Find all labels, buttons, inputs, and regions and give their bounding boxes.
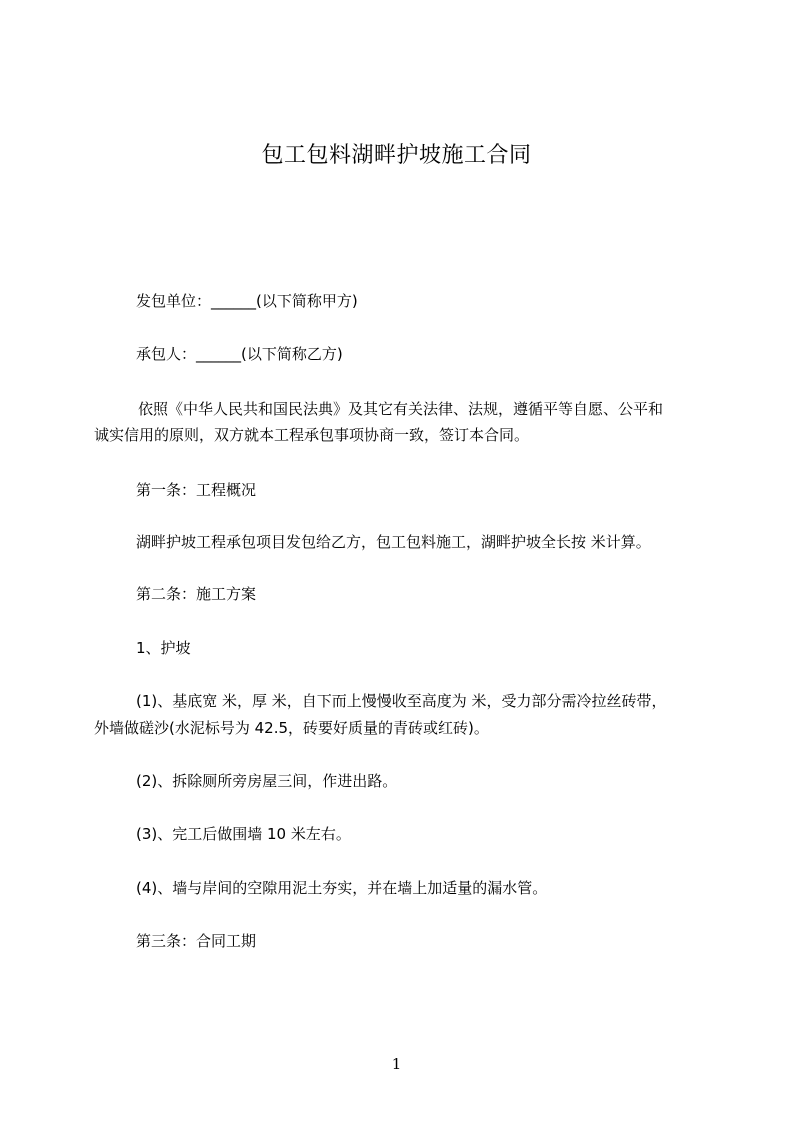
- article-2-heading: 第二条：施工方案: [136, 585, 257, 603]
- intro-line-1: 依照《中华人民共和国民法典》及其它有关法律、法规，遵循平等自愿、公平和: [138, 400, 664, 418]
- subitem-4: (4)、墙与岸间的空隙用泥土夯实，并在墙上加适量的漏水管。: [136, 879, 548, 897]
- article-3-heading: 第三条：合同工期: [136, 932, 257, 950]
- subitem-3: (3)、完工后做围墙 10 米左右。: [136, 825, 351, 843]
- article-1-heading: 第一条：工程概况: [136, 481, 257, 499]
- subitem-2: (2)、拆除厕所旁房屋三间，作进出路。: [136, 772, 398, 790]
- article-1-text: 湖畔护坡工程承包项目发包给乙方，包工包料施工，湖畔护坡全长按 米计算。: [136, 533, 651, 551]
- party-b-line: 承包人：______(以下简称乙方): [136, 345, 343, 363]
- document-title: 包工包料湖畔护坡施工合同: [261, 143, 532, 168]
- intro-line-2: 诚实信用的原则，双方就本工程承包事项协商一致，签订本合同。: [94, 426, 530, 444]
- subitem-1-line-2: 外墙做磋沙(水泥标号为 42.5，砖要好质量的青砖或红砖)。: [94, 719, 489, 737]
- subitem-1-line-1: (1)、基底宽 米，厚 米，自下而上慢慢收至高度为 米，受力部分需冷拉丝砖带，: [136, 692, 667, 710]
- item-1-heading: 1、护坡: [136, 639, 191, 657]
- party-a-line: 发包单位：______(以下简称甲方): [136, 292, 358, 310]
- page-number: 1: [391, 1055, 402, 1073]
